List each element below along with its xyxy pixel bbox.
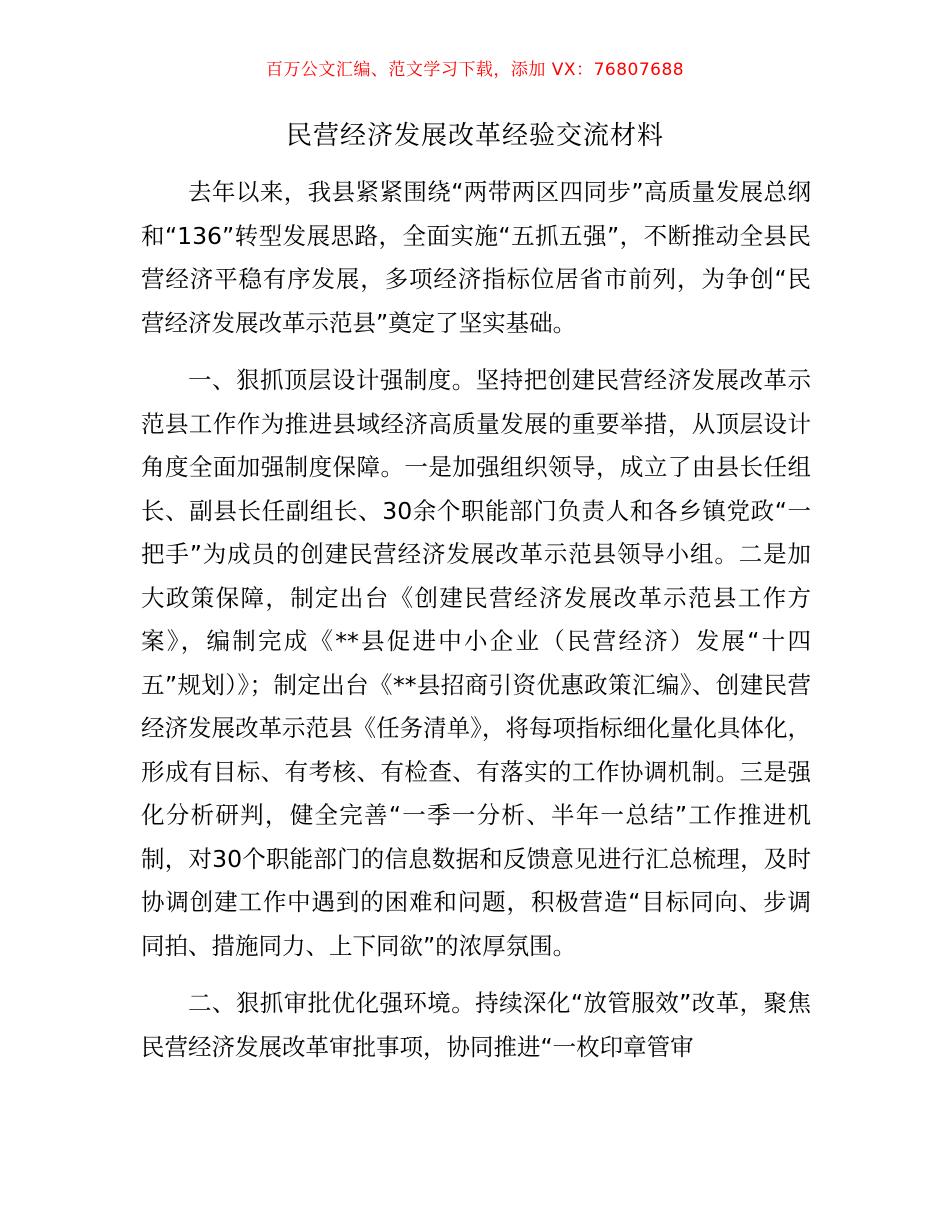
paragraph-section-2: 二、狠抓审批优化强环境。持续深化“放管服效”改革，聚焦民营经济发展改革审批事项，协同推进“一枚印章管审 xyxy=(141,989,811,1061)
document-body xyxy=(141,171,811,1069)
watermark-banner: 百万公文汇编、范文学习下载，添加 VX：76807688 xyxy=(265,60,685,80)
paragraph-section-1: 一、狠抓顶层设计强制度。坚持把创建民营经济发展改革示范县工作作为推进县域经济高质量发展的重要举措，从顶层设计角度全面加强制度保障。一是加强组织领导，成立了由县长任组长、副县长任副组长、30余个职能部门负责人和各乡镇党政“一把手”为成员的创建民营经济发展改革示范县领导小组。二是加大政策保障，制定出台《创建民营经济发展改革示范县工作方案》，编制完成《**县促进中小企业（民营经济）发展“十四五”规划）》；制定出台《**县招商引资优惠政策汇编》、创建民营经济发展改革示范县《任务清单》，将每项指标细化量化具体化，形成有目标、有考核、有检查、有落实的工作协调机制。三是强化分析研判，健全完善“一季一分析、半年一总结”工作推进机制，对30个职能部门的信息数据和反馈意见进行汇总梳理，及时协调创建工作中遇到的困难和问题，积极营造“目标同向、步调同拍、措施同力、上下同欲”的浓厚氛围。 xyxy=(141,366,811,960)
paragraph-intro: 去年以来，我县紧紧围绕“两带两区四同步”高质量发展总纲和“136”转型发展思路，全面实施“五抓五强”，不断推动全县民营经济平稳有序发展，多项经济指标位居省市前列，为争创“民营经济发展改革示范县”奠定了坚实基础。 xyxy=(141,178,811,337)
document-title: 民营经济发展改革经验交流材料 xyxy=(285,121,664,151)
